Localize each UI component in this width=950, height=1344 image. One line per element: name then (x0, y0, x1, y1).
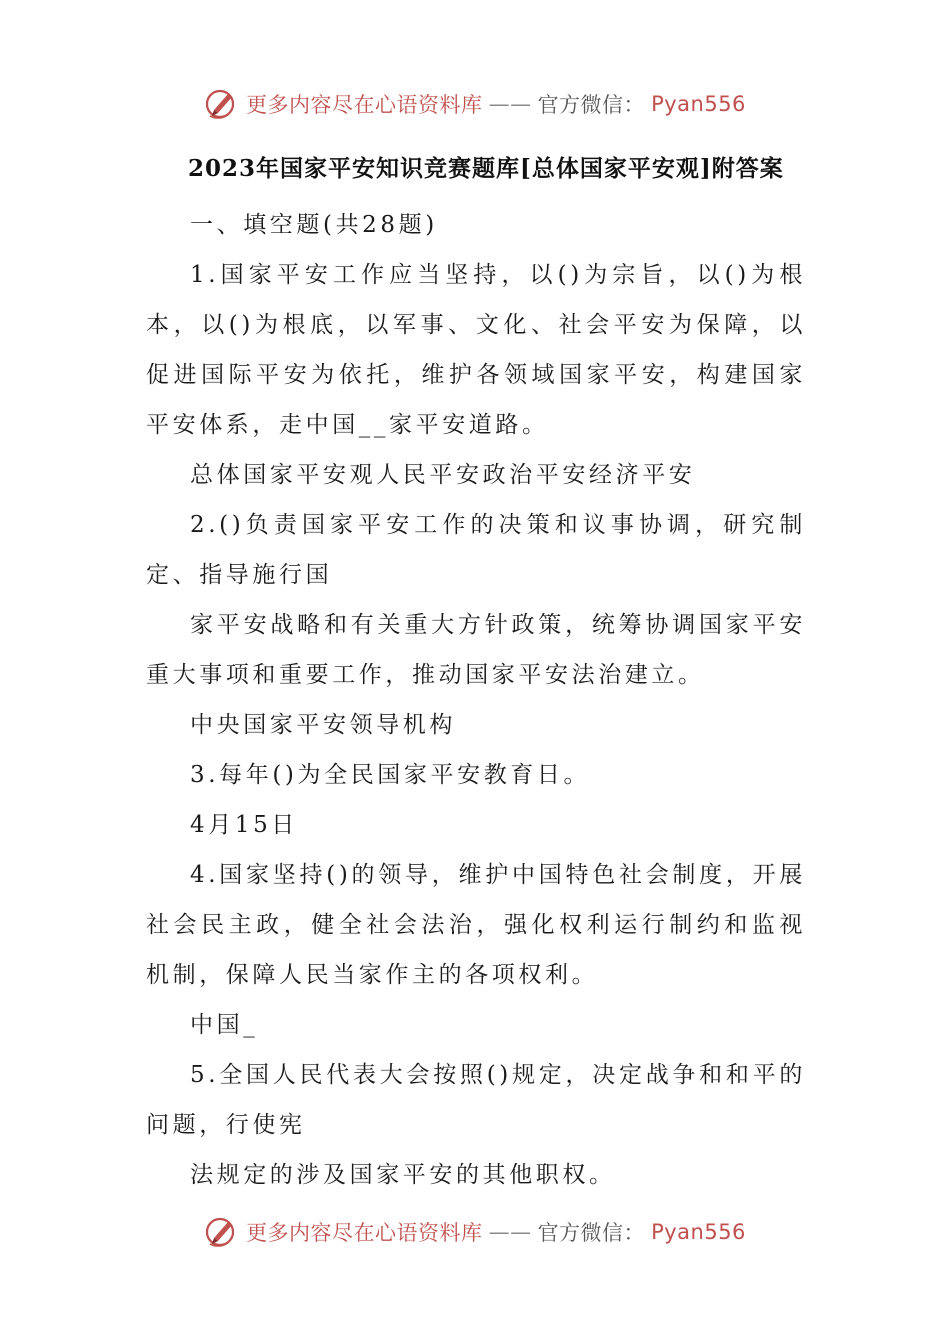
paragraph: 总体国家平安观人民平安政治平安经济平安 (190, 462, 696, 488)
paragraph: 中央国家平安领导机构 (190, 712, 456, 738)
watermark-dash: —— (488, 92, 532, 116)
watermark-wechat-label: 官方微信： (537, 93, 646, 117)
paragraph: 中国_ (190, 1012, 259, 1038)
paragraph: 法规定的涉及国家平安的其他职权。 (190, 1162, 616, 1188)
watermark-wechat-id: Pyan556 (651, 92, 746, 116)
paragraph: 4月15日 (190, 812, 298, 838)
paragraph: 1.国家平安工作应当坚持，以()为宗旨，以()为根本，以()为根底，以军事、文化、社会平安为保障，以促进国际平安为依托，维护各领域国家平安，构建国家平安体系，走中国__家平安道路。 (146, 262, 806, 438)
paragraph: 一、填空题(共28题) (190, 212, 438, 238)
watermark-wechat-id: Pyan556 (651, 1220, 746, 1244)
watermark-wechat-label: 官方微信： (537, 1221, 646, 1245)
paragraph: 3.每年()为全民国家平安教育日。 (190, 762, 591, 788)
watermark-site-name: 更多内容尽在心语资料库 (246, 1221, 483, 1245)
document-body (146, 200, 806, 1200)
paragraph: 家平安战略和有关重大方针政策，统筹协调国家平安重大事项和重要工作，推动国家平安法治建立。 (146, 612, 806, 688)
paragraph: 4.国家坚持()的领导，维护中国特色社会制度，开展社会民主政，健全社会法治，强化权利运行制约和监视机制，保障人民当家作主的各项权利。 (146, 862, 806, 988)
document-title: 2023年国家平安知识竞赛题库[总体国家平安观]附答案 (188, 155, 784, 182)
pen-logo-icon (204, 1214, 240, 1250)
watermark-header (0, 84, 950, 124)
pen-logo-icon (204, 86, 240, 122)
watermark-site-name: 更多内容尽在心语资料库 (246, 93, 483, 117)
watermark-footer (0, 1212, 950, 1252)
paragraph: 2.()负责国家平安工作的决策和议事协调，研究制定、指导施行国 (146, 512, 806, 588)
paragraph: 5.全国人民代表大会按照()规定，决定战争和和平的问题，行使宪 (146, 1062, 806, 1138)
watermark-dash: —— (488, 1220, 532, 1244)
